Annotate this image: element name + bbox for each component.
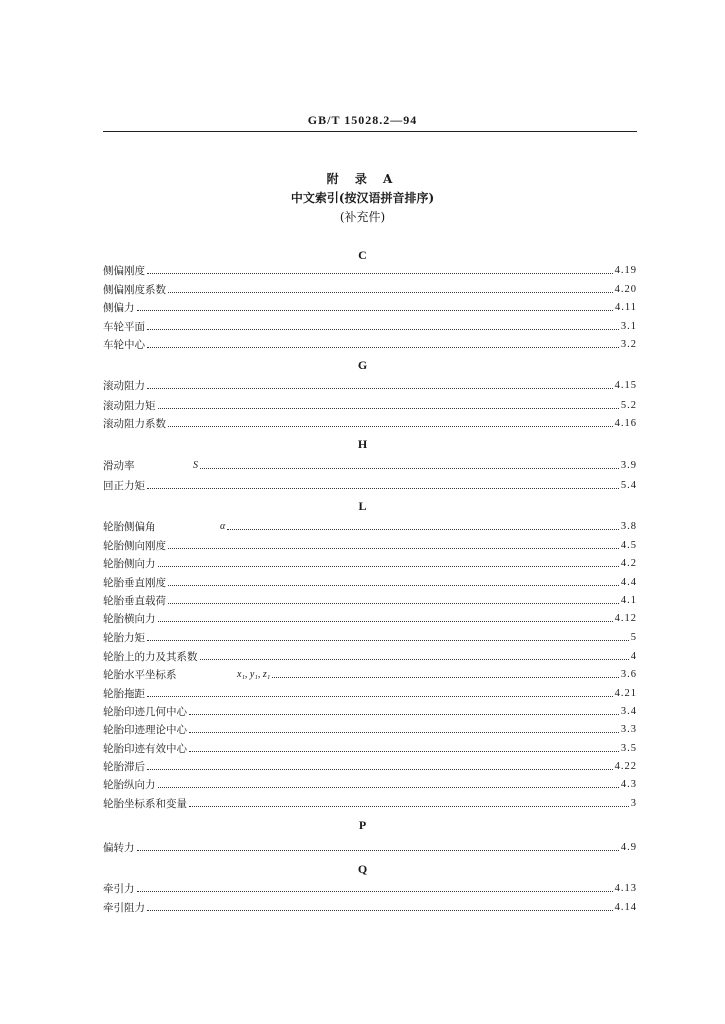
entry-reference: 4.3	[620, 779, 637, 790]
entry-term: 车轮中心	[103, 339, 145, 351]
entry-reference: 4.16	[614, 418, 637, 429]
dot-leader	[147, 910, 613, 911]
index-entry	[103, 520, 637, 534]
index-entry	[103, 576, 637, 590]
index-entry	[103, 557, 637, 571]
dot-leader	[227, 529, 619, 530]
index-entry	[103, 459, 637, 473]
index-entry	[103, 901, 637, 915]
entry-term: 滑动率	[103, 460, 135, 472]
dot-leader	[200, 468, 619, 469]
index-entry	[103, 539, 637, 553]
dot-leader	[158, 787, 619, 788]
index-entry	[103, 631, 637, 645]
appendix-note: (补充件)	[339, 210, 386, 224]
index-entry	[103, 399, 637, 413]
section-heading: Q	[357, 862, 368, 876]
appendix-title: 附 录 A	[326, 172, 399, 186]
entry-reference: 4.15	[614, 380, 637, 391]
index-entry	[103, 264, 637, 278]
index-entry	[103, 417, 637, 431]
entry-term: 轮胎印迹几何中心	[103, 706, 187, 718]
index-entry	[103, 379, 637, 393]
entry-term: 轮胎滞后	[103, 761, 145, 773]
entry-symbol: x₁, y₁, z₁	[237, 669, 271, 680]
dot-leader	[158, 408, 619, 409]
entry-term: 滚动阻力矩	[103, 400, 156, 412]
entry-term: 轮胎上的力及其系数	[103, 651, 198, 663]
entry-reference: 4.22	[614, 761, 637, 772]
entry-reference: 3	[630, 798, 637, 809]
index-entry	[103, 687, 637, 701]
entry-term: 轮胎纵向力	[103, 779, 156, 791]
index-entry	[103, 301, 637, 315]
dot-leader	[137, 850, 619, 851]
entry-reference: 3.1	[620, 321, 637, 332]
dot-leader	[168, 585, 619, 586]
entry-term: 侧偏刚度系数	[103, 284, 166, 296]
entry-reference: 4.11	[615, 302, 637, 313]
entry-term: 轮胎印迹理论中心	[103, 724, 187, 736]
entry-reference: 4.20	[614, 284, 637, 295]
entry-term: 侧偏力	[103, 302, 135, 314]
index-entry	[103, 479, 637, 493]
entry-term: 偏转力	[103, 842, 135, 854]
entry-reference: 3.6	[620, 669, 637, 680]
entry-reference: 4.2	[620, 558, 637, 569]
dot-leader	[272, 677, 619, 678]
entry-term: 轮胎拖距	[103, 688, 145, 700]
entry-symbol: α	[220, 521, 226, 532]
index-entry	[103, 320, 637, 334]
entry-reference: 4.5	[620, 540, 637, 551]
index-entry	[103, 668, 637, 682]
dot-leader	[147, 488, 619, 489]
index-entry	[103, 612, 637, 626]
entry-reference: 4.1	[620, 595, 637, 606]
index-entry	[103, 723, 637, 737]
entry-reference: 3.9	[620, 460, 637, 471]
entry-term: 轮胎垂直载荷	[103, 595, 166, 607]
appendix-subtitle: 中文索引(按汉语拼音排序)	[290, 191, 435, 205]
dot-leader	[147, 329, 619, 330]
entry-reference: 3.3	[620, 724, 637, 735]
index-entry	[103, 594, 637, 608]
entry-term: 轮胎垂直刚度	[103, 577, 166, 589]
document-header: GB/T 15028.2—94	[307, 113, 418, 127]
section-heading: C	[358, 248, 367, 262]
dot-leader	[147, 273, 613, 274]
dot-leader	[168, 548, 619, 549]
dot-leader	[189, 714, 619, 715]
dot-leader	[168, 603, 619, 604]
dot-leader	[137, 891, 613, 892]
entry-reference: 4	[630, 651, 637, 662]
entry-reference: 3.4	[620, 706, 637, 717]
index-entry	[103, 760, 637, 774]
index-entry	[103, 797, 637, 811]
dot-leader	[189, 806, 629, 807]
dot-leader	[168, 426, 613, 427]
entry-term: 轮胎侧向力	[103, 558, 156, 570]
entry-term: 轮胎力矩	[103, 632, 145, 644]
entry-symbol: S	[193, 460, 198, 471]
dot-leader	[189, 732, 619, 733]
dot-leader	[147, 640, 629, 641]
dot-leader	[137, 310, 614, 311]
entry-term: 轮胎坐标系和变量	[103, 798, 187, 810]
dot-leader	[158, 621, 613, 622]
dot-leader	[158, 566, 619, 567]
entry-term: 牵引阻力	[103, 902, 145, 914]
header-rule	[103, 131, 637, 132]
entry-term: 侧偏刚度	[103, 265, 145, 277]
entry-term: 回正力矩	[103, 480, 145, 492]
entry-reference: 3.8	[620, 521, 637, 532]
entry-reference: 4.13	[614, 883, 637, 894]
section-heading: P	[358, 818, 367, 832]
entry-reference: 3.5	[620, 743, 637, 754]
entry-term: 轮胎侧偏角	[103, 521, 156, 533]
dot-leader	[200, 659, 629, 660]
entry-reference: 4.14	[614, 902, 637, 913]
entry-reference: 5.4	[620, 480, 637, 491]
entry-reference: 4.12	[614, 613, 637, 624]
index-entry	[103, 705, 637, 719]
entry-reference: 4.9	[620, 842, 637, 853]
index-entry	[103, 338, 637, 352]
entry-reference: 4.19	[614, 265, 637, 276]
index-entry	[103, 650, 637, 664]
index-entry	[103, 778, 637, 792]
dot-leader	[147, 696, 613, 697]
entry-reference: 5	[630, 632, 637, 643]
dot-leader	[168, 292, 613, 293]
index-entry	[103, 841, 637, 855]
entry-reference: 4.21	[614, 688, 637, 699]
section-heading: G	[357, 358, 368, 372]
entry-term: 车轮平面	[103, 321, 145, 333]
entry-reference: 5.2	[620, 400, 637, 411]
index-entry	[103, 742, 637, 756]
entry-reference: 3.2	[620, 339, 637, 350]
entry-term: 轮胎印迹有效中心	[103, 743, 187, 755]
index-entry	[103, 882, 637, 896]
entry-term: 滚动阻力	[103, 380, 145, 392]
entry-term: 牵引力	[103, 883, 135, 895]
entry-term: 轮胎横向力	[103, 613, 156, 625]
dot-leader	[147, 769, 613, 770]
section-heading: H	[357, 437, 368, 451]
entry-term: 轮胎水平坐标系	[103, 669, 177, 681]
section-heading: L	[358, 499, 367, 513]
dot-leader	[147, 388, 613, 389]
entry-term: 轮胎侧向刚度	[103, 540, 166, 552]
dot-leader	[189, 751, 619, 752]
entry-term: 滚动阻力系数	[103, 418, 166, 430]
index-entry	[103, 283, 637, 297]
entry-reference: 4.4	[620, 577, 637, 588]
dot-leader	[147, 347, 619, 348]
